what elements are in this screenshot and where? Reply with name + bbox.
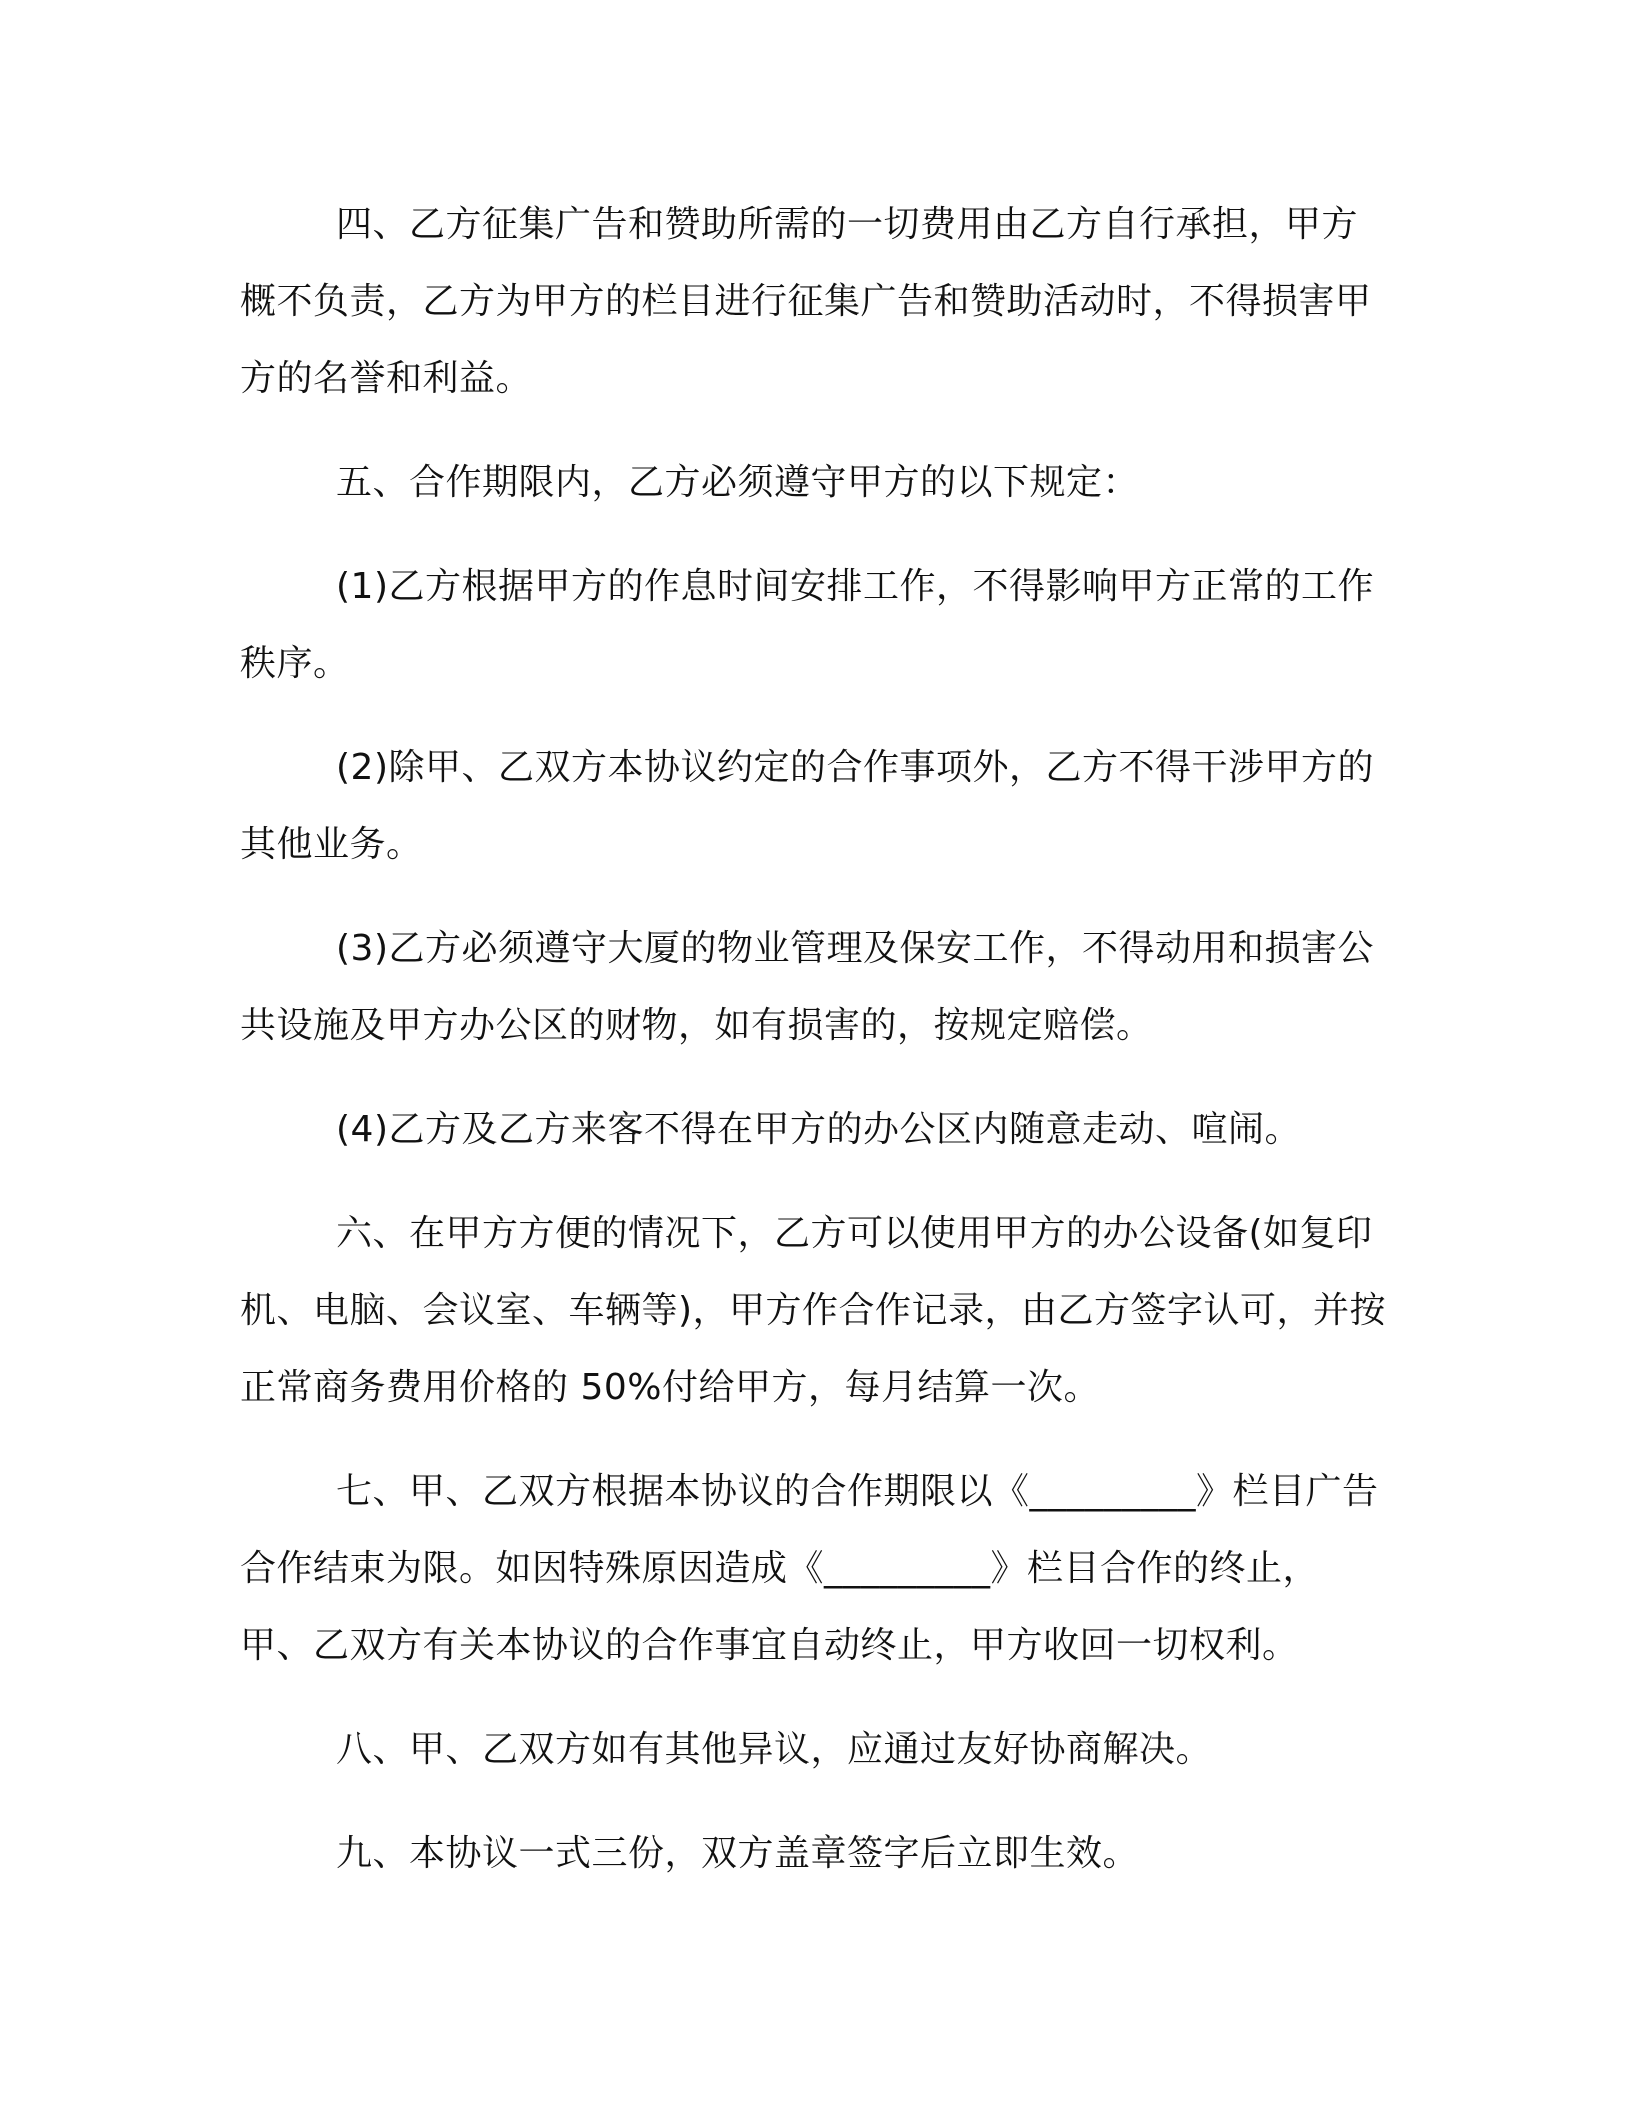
document-body	[240, 186, 1390, 1919]
clause-5-paragraph: 五、合作期限内，乙方必须遵守甲方的以下规定：	[336, 462, 1140, 503]
clause-7-paragraph: 七、甲、乙双方根据本协议的合作期限以《_________》栏目广告合作结束为限。如因特殊原因造成《_________》栏目合作的终止，甲、乙双方有关本协议的合作事宜自动终止，甲方收回一切权利。	[240, 1471, 1379, 1666]
clause-5-item-1: (1)乙方根据甲方的作息时间安排工作，不得影响甲方正常的工作秩序。	[240, 566, 1374, 684]
clause-6-paragraph: 六、在甲方方便的情况下，乙方可以使用甲方的办公设备(如复印机、电脑、会议室、车辆等)，甲方作合作记录，由乙方签字认可，并按正常商务费用价格的 50%付给甲方，每月结算一次。	[240, 1213, 1387, 1408]
clause-5-item-4: (4)乙方及乙方来客不得在甲方的办公区内随意走动、喧闹。	[336, 1109, 1301, 1150]
clause-5-item-2: (2)除甲、乙双方本协议约定的合作事项外，乙方不得干涉甲方的其他业务。	[240, 747, 1374, 865]
clause-9-paragraph: 九、本协议一式三份，双方盖章签字后立即生效。	[336, 1833, 1140, 1874]
clause-5-item-3: (3)乙方必须遵守大厦的物业管理及保安工作，不得动用和损害公共设施及甲方办公区的财物，如有损害的，按规定赔偿。	[240, 928, 1374, 1046]
clause-8-paragraph: 八、甲、乙双方如有其他异议，应通过友好协商解决。	[336, 1729, 1213, 1770]
clause-4-paragraph: 四、乙方征集广告和赞助所需的一切费用由乙方自行承担，甲方概不负责，乙方为甲方的栏目进行征集广告和赞助活动时，不得损害甲方的名誉和利益。	[240, 204, 1372, 399]
